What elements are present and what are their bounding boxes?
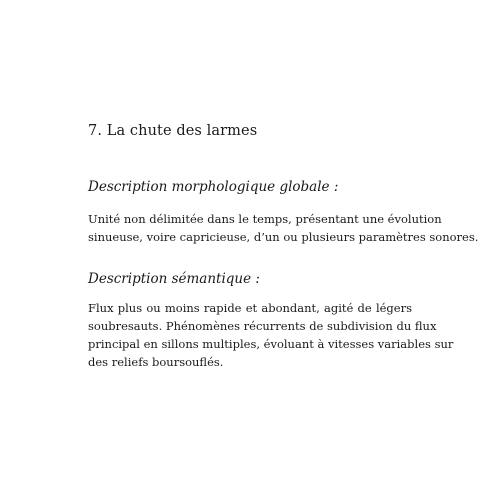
chapter-title: 7. La chute des larmes xyxy=(88,123,258,139)
semantics-paragraph xyxy=(88,299,454,371)
document-page xyxy=(88,0,479,500)
paragraph-line: soubresauts. Phénomènes récurrents de subdivision du flux xyxy=(88,319,437,333)
paragraph-line: principal en sillons multiples, évoluant à vitesses variables sur xyxy=(88,337,454,351)
morphology-paragraph xyxy=(88,210,479,246)
paragraph-line: des reliefs boursouflés. xyxy=(88,355,224,369)
morphology-heading: Description morphologique globale : xyxy=(88,179,339,195)
paragraph-line: Flux plus ou moins rapide et abondant, agité de légers xyxy=(88,301,412,315)
semantics-heading: Description sémantique : xyxy=(88,271,260,287)
paragraph-line: Unité non délimitée dans le temps, présentant une évolution xyxy=(88,212,442,226)
paragraph-line: sinueuse, voire capricieuse, d’un ou plusieurs paramètres sonores. xyxy=(88,230,479,244)
